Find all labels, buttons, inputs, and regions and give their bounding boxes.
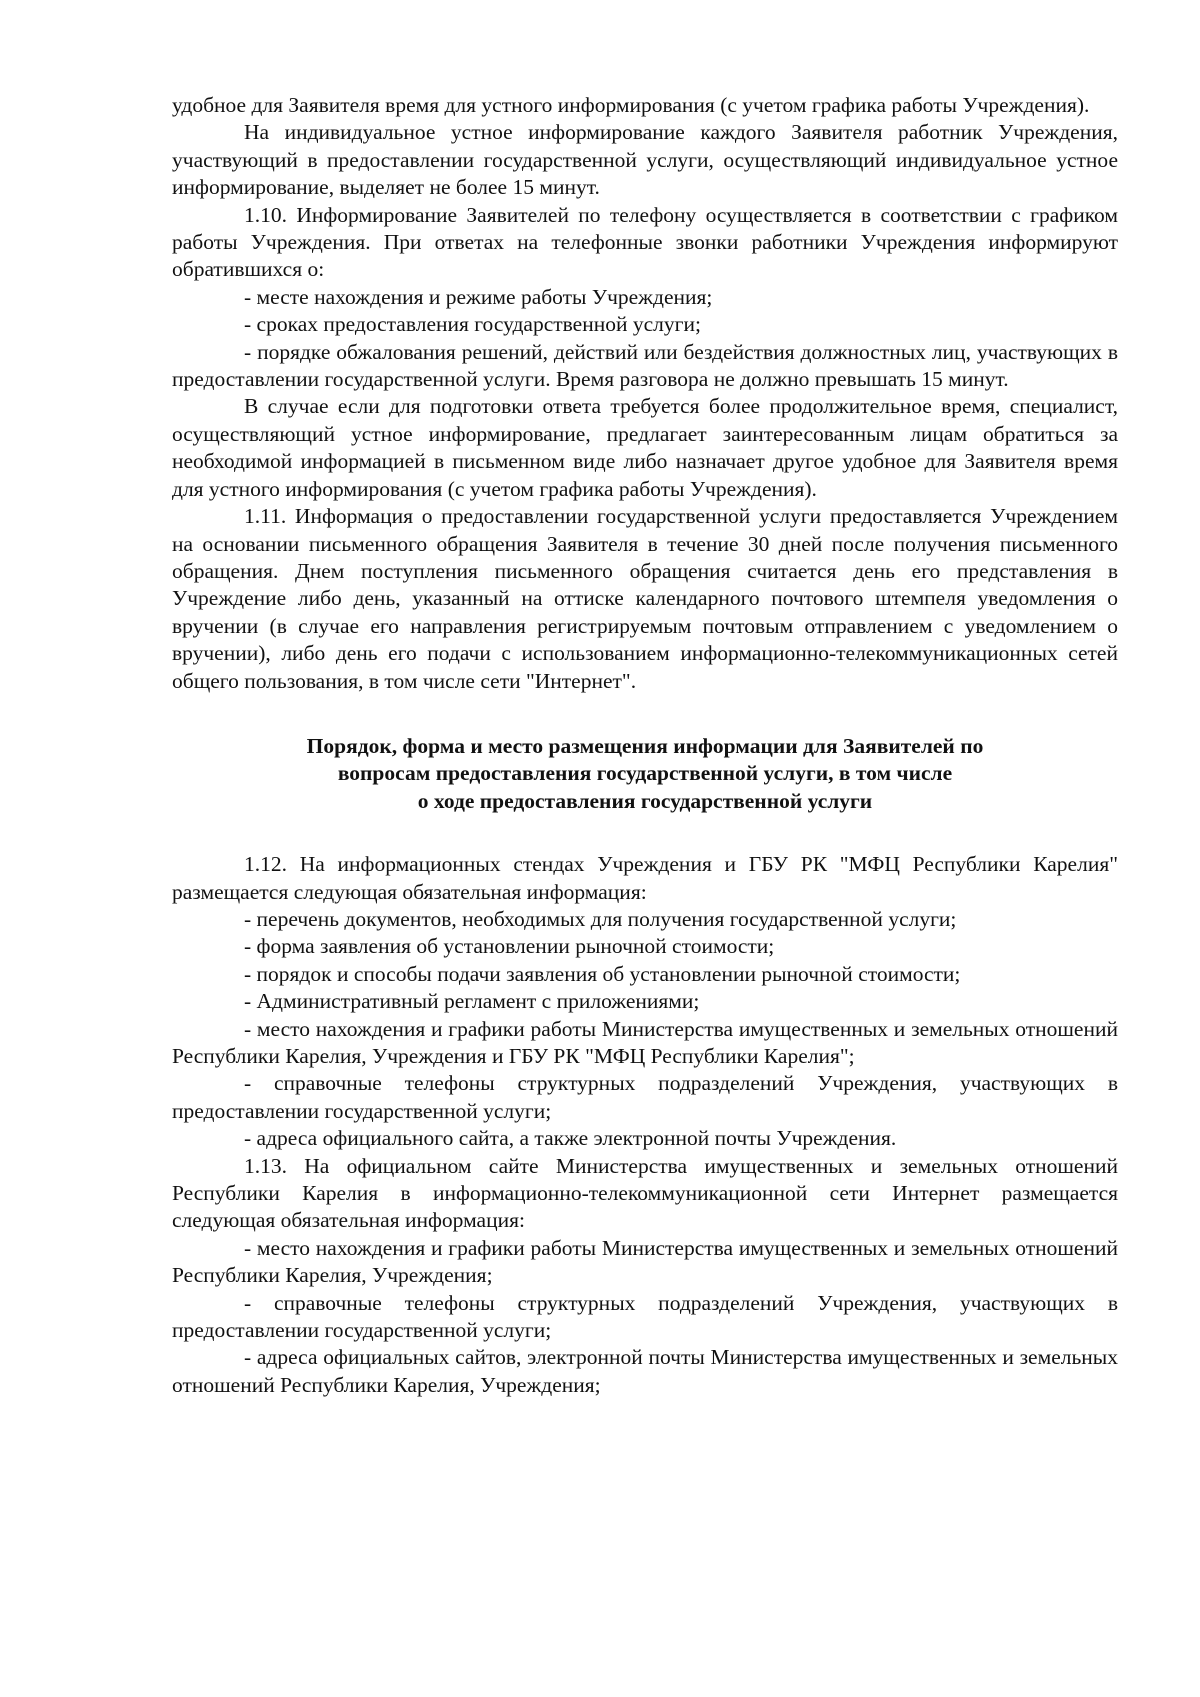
- list-item: - форма заявления об установлении рыночной стоимости;: [244, 934, 775, 959]
- list-item: - Административный регламент с приложениями;: [244, 989, 700, 1014]
- list-item: - порядке обжалования решений, действий или бездействия должностных лиц, участвующих в предоставлении государственной услуги. Время разговора не должно превышать 15 минут.: [172, 339, 1118, 392]
- body-text-bottom: [172, 851, 1118, 1399]
- section-heading-line: вопросам предоставления государственной услуги, в том числе: [337, 761, 953, 786]
- paragraph: В случае если для подготовки ответа требуется более продолжительное время, специалист, осуществляющий устное информирование, предлагает заинтересованным лицам обратиться за необходимой информацией в письменном виде либо назначает другое удобное для Заявителя время для устного информирования (с учетом графика работы Учреждения).: [172, 394, 1118, 501]
- list-item: - место нахождения и графики работы Министерства имущественных и земельных отношений Республики Карелия, Учреждения и ГБУ РК "МФЦ Республики Карелия";: [172, 1016, 1118, 1068]
- body-text-top: [172, 92, 1118, 695]
- list-item: - сроках предоставления государственной услуги;: [244, 312, 701, 337]
- list-item: - адреса официального сайта, а также электронной почты Учреждения.: [244, 1126, 897, 1151]
- list-item: - место нахождения и графики работы Министерства имущественных и земельных отношений Республики Карелия, Учреждения;: [172, 1235, 1118, 1288]
- list-item: - порядок и способы подачи заявления об установлении рыночной стоимости;: [244, 961, 961, 986]
- paragraph: 1.12. На информационных стендах Учреждения и ГБУ РК "МФЦ Республики Карелия" размещается следующая обязательная информация:: [172, 852, 1118, 904]
- paragraph: 1.10. Информирование Заявителей по телефону осуществляется в соответствии с графиком работы Учреждения. При ответах на телефонные звонки работники Учреждения информируют обратившихся о:: [172, 202, 1118, 282]
- list-item: - справочные телефоны структурных подразделений Учреждения, участвующих в предоставлении государственной услуги;: [172, 1290, 1118, 1343]
- section-heading: [172, 733, 1118, 815]
- section-heading-line: о ходе предоставления государственной услуги: [417, 788, 873, 813]
- paragraph: удобное для Заявителя время для устного информирования (с учетом графика работы Учреждения).: [172, 93, 1090, 117]
- list-item: - справочные телефоны структурных подразделений Учреждения, участвующих в предоставлении государственной услуги;: [172, 1071, 1118, 1123]
- paragraph: На индивидуальное устное информирование каждого Заявителя работник Учреждения, участвующий в предоставлении государственной услуги, осуществляющий индивидуальное устное информирование, выделяет не более 15 минут.: [172, 120, 1118, 200]
- paragraph: 1.11. Информация о предоставлении государственной услуги предоставляется Учреждением на основании письменного обращения Заявителя в течение 30 дней после получения письменного обращения. Днем поступления письменного обращения считается день его представления в Учреждение либо день, указанный на оттиске календарного почтового штемпеля уведомления о вручении (в случае его направления регистрируемым почтовым отправлением с уведомлением о вручении), либо день его подачи с использованием информационно-телекоммуникационных сетей общего пользования, в том числе сети "Интернет".: [172, 504, 1118, 693]
- list-item: - перечень документов, необходимых для получения государственной услуги;: [244, 906, 957, 931]
- paragraph: 1.13. На официальном сайте Министерства имущественных и земельных отношений Республики Карелия в информационно-телекоммуникационной сети Интернет размещается следующая обязательная информация:: [172, 1153, 1118, 1233]
- section-heading-line: Порядок, форма и место размещения информации для Заявителей по: [306, 733, 984, 758]
- list-item: - адреса официальных сайтов, электронной почты Министерства имущественных и земельных отношений Республики Карелия, Учреждения;: [172, 1345, 1118, 1397]
- list-item: - месте нахождения и режиме работы Учреждения;: [244, 284, 713, 309]
